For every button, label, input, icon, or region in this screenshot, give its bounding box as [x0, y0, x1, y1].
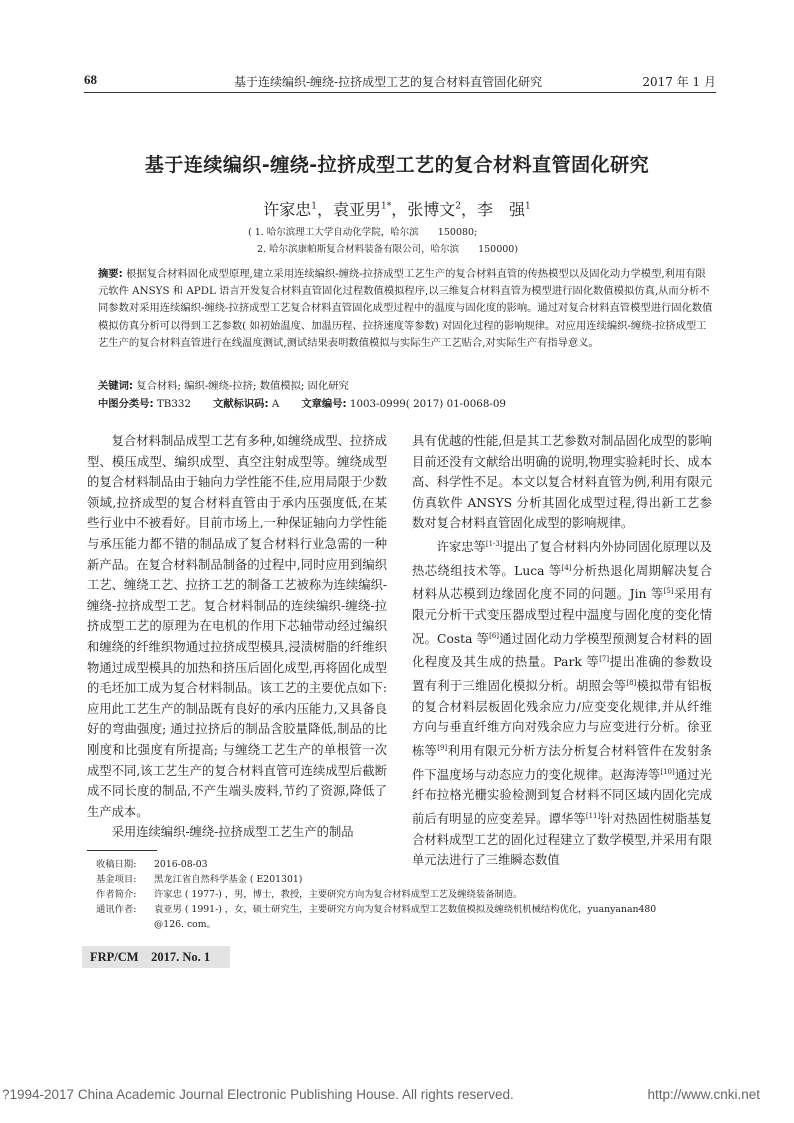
author-name: 李 强 [477, 200, 526, 219]
page-number: 68 [84, 72, 97, 87]
author-list: 许家忠$^1$，袁亚男$^{1*}$，张博文$^2$，李 强$^1$ [263, 200, 531, 219]
body-text-segment: 分析热退化周期解决复合材料从芯模到边缘固化度不同的问题。Jin 等 [412, 563, 712, 602]
body-paragraph: 具有优越的性能,但是其工艺参数对制品固化成型的影响目前还没有文献给出明确的说明,物理实验耗时长、成本高、科学性不足。本文以复合材料直管为例,利用有限元仿真软件 ANSYS 分析其固化成型过程,得出新工艺参数对复合材料直管固化成型的影响规律。 [412, 434, 712, 531]
body-paragraph: 复合材料制品成型工艺有多种,如缠绕成型、拉挤成型、模压成型、编织成型、真空注射成型等。缠绕成型的复合材料制品由于轴向力学性能不佳,应用局限于少数领域,拉挤成型的复合材料直管由于承内压强度低,在某些行业中不被看好。目前市场上,一种保证轴向力学性能与承压能力都不错的制品成了复合材料行业急需的一种新产品。在复合材料制品制备的过程中,同时应用到编织工艺、缠绕工艺、拉挤工艺的制备工艺被称为连续编织-缠绕-拉挤成型工艺。复合材料制品的连续编织-缠绕-拉挤成型工艺的原理为在电机的作用下芯轴带动经过编织和缠绕的纤维织物通过拉挤成型模具,浸渍树脂的纤维织物通过成型模具的加热和挤压后固化成型,再将固化成型的毛坯加工成为复合材料制品。该工艺的主要优点如下: 应用此工艺生产的制品既有良好的承内压能力,又具备良好的弯曲强度; 通过拉挤后的制品含胶量降低,制品的比刚度和比强度有所提高; 与缠绕工艺生产的单根管一次成型不同,该工艺生产的复合材料直管可连续成型后截断成不同长度的制品,不产生端头废料,节约了资源,降低了生产成本。 [87, 434, 387, 819]
affiliation-line: ( 1. 哈尔滨理工大学自动化学院，哈尔滨 150080; [248, 227, 478, 238]
citation-ref: [7] [599, 655, 610, 664]
footnote-funding: 基金项目: 黑龙江省自然科学基金 ( E201301) [96, 874, 303, 885]
footnote-rule [87, 850, 157, 851]
body-text-segment: 通过固化动力学模型预测复合材料的固化程度及其生成的热量。Park 等 [412, 631, 712, 670]
footnote-corresponding: 通讯作者: 袁亚男 ( 1991-) ，女，硕士研究生，主要研究方向为复合材料成型工艺数值模拟及缠绕机机械结构优化，yuanyanan480 [96, 904, 657, 915]
clc-value: TB332 [156, 398, 191, 410]
clc-label: 中图分类号: [98, 398, 154, 410]
classification-line [98, 395, 528, 410]
doc-code-value: A [271, 398, 280, 410]
paper-title: 基于连续编织-缠绕-拉挤成型工艺的复合材料直管固化研究 [144, 154, 650, 176]
body-text-segment: 提出准确的参数设置有利于三维固化模拟分析。胡照会等 [412, 655, 712, 694]
citation-ref: [9] [437, 743, 448, 752]
body-text-segment: 通过光纤布拉格光栅实验检测到复合材料不同区域内固化完成前后有明显的应变差异。谭华等 [412, 767, 712, 826]
citation-ref: [8] [626, 679, 637, 687]
body-text-segment: 针对热固性树脂基复合材料成型工艺的固化过程建立了数学模型,并采用有限单元法进行了三维瞬态数值 [412, 811, 712, 868]
cnki-link[interactable]: http://www.cnki.net [647, 1087, 760, 1102]
body-text-segment: 采用有限元分析干式变压器成型过程中温度与固化度的变化情况。Costa 等 [412, 587, 712, 646]
article-number-value: 1003-0999( 2017) 01-0068-09 [349, 398, 506, 410]
running-header [84, 72, 716, 92]
citation-ref: [1-3] [485, 539, 503, 548]
citation-ref: [5] [663, 587, 674, 596]
author-name: 袁亚男 [332, 200, 381, 219]
author-affiliation-mark: 1* [381, 201, 392, 212]
citation-ref: [4] [561, 563, 572, 572]
citation-ref: [11] [585, 811, 601, 820]
footnote-received: 收稿日期: 2016-08-03 [96, 859, 208, 870]
body-column-left [87, 431, 387, 843]
header-rule [84, 92, 716, 93]
doc-code-label: 文献标识码: [212, 398, 269, 410]
body-text-segment: 利用有限元分析方法分析复合材料管件在发射条件下温度场与动态应力的变化规律。赵海涛等 [412, 743, 712, 782]
running-title: 基于连续编织-缠绕-拉挤成型工艺的复合材料直管固化研究 [234, 75, 543, 89]
author-affiliation-mark: 2 [455, 201, 461, 212]
body-text-segment: 许家忠等 [436, 540, 486, 555]
author-affiliation-mark: 1 [525, 201, 531, 212]
article-number-label: 文章编号: [301, 398, 347, 410]
copyright-notice: ?1994-2017 China Academic Journal Electronic Publishing House. All rights reserved. [2, 1087, 514, 1102]
keywords [98, 377, 349, 392]
keywords-label: 关键词: [98, 380, 134, 392]
abstract-label: 摘要: [98, 268, 123, 280]
citation-ref: [10] [660, 767, 675, 776]
body-column-right [412, 431, 712, 871]
issue-date: 2017 年 1 月 [642, 75, 716, 89]
citation-ref: [6] [489, 631, 500, 640]
author-affiliation-mark: 1 [311, 201, 317, 212]
abstract [98, 266, 714, 352]
body-text-segment: 模拟带有铝板的复合材料层板固化残余应力/应变变化规律,并从纤维方向与垂直纤维方向对残余应力与应变进行分析。徐亚栋等 [412, 679, 712, 758]
footnote-author-bio: 作者简介: 许家忠 ( 1977-) ，男，博士，教授，主要研究方向为复合材料成型工艺及缠绕装备制造。 [96, 889, 523, 900]
author-name: 张博文 [407, 200, 456, 219]
footnote-email-cont: @126. com。 [154, 919, 216, 930]
keywords-text: 复合材料; 编织-缠绕-拉挤; 数值模拟; 固化研究 [136, 380, 349, 392]
abstract-text: 根据复合材料固化成型原理,建立采用连续编织-缠绕-拉挤成型工艺生产的复合材料直管的传热模型以及固化动力学模型,利用有限元软件 ANSYS 和 APDL 语言开发复合材料直管固化过程数值模拟程序,以三维复合材料直管为模型进行固化数值模拟仿真,从而分析不同参数对采用连续编织-缠绕-拉挤成型工艺复合材料直管固化成型过程中的温度与固化度的影响。通过对复合材料直管模型进行固化数值模拟仿真分析可以得到工艺参数( 如初始温度、加温历程、拉挤速度等参数) 对固化过程的影响规律。对应用连续编织-缠绕-拉挤成型工艺生产的复合材料直管进行在线温度测试,测试结果表明数值模拟与实际生产工艺贴合,对实际生产有指导意义。 [98, 268, 713, 349]
body-paragraph: 采用连续编织-缠绕-拉挤成型工艺生产的制品 [111, 825, 354, 840]
body-text-segment: 提出了复合材料内外协同固化原理以及热芯绕组技术等。Luca 等 [412, 540, 712, 578]
affiliation-line: 2. 哈尔滨康帕斯复合材料装备有限公司，哈尔滨 150000) [257, 244, 519, 255]
body-paragraph-citations [412, 534, 712, 871]
author-name: 许家忠 [263, 200, 312, 219]
journal-issue-box: FRP/CM 2017. No. 1 [82, 946, 230, 968]
